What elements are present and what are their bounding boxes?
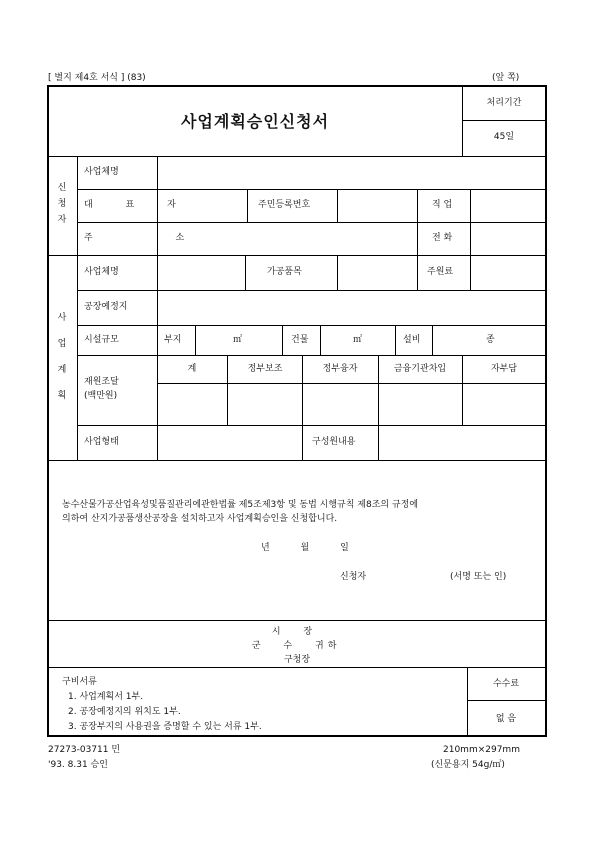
plan-company-label: 사업체명 bbox=[84, 267, 119, 277]
occupation-label: 직 업 bbox=[432, 200, 453, 210]
recipient-suffix: 귀하 bbox=[315, 641, 341, 651]
recipient-county: 군 수 bbox=[251, 641, 303, 651]
members-field[interactable] bbox=[380, 427, 544, 459]
form-number: [ 별지 제4호 서식 ] (83) bbox=[48, 73, 146, 83]
rrn-label: 주민등록번호 bbox=[258, 200, 311, 210]
members-label: 구성원내용 bbox=[312, 437, 356, 447]
signature-note: (서명 또는 인) bbox=[450, 572, 507, 582]
declaration-line-1: 농수산물가공산업육성및품질관리에관한법률 제5조제3항 및 동법 시행규칙 제8조의 규정에 bbox=[62, 500, 419, 510]
paper-type: (신문용지 54g/㎡) bbox=[431, 760, 505, 770]
facility-scale-label: 시설규모 bbox=[84, 335, 119, 345]
fund-col-gov-subsidy: 정부보조 bbox=[247, 364, 283, 374]
representative-label: 대 표 자 bbox=[84, 200, 191, 210]
building-unit: ㎡ bbox=[353, 335, 363, 345]
equipment-label: 설비 bbox=[403, 335, 421, 345]
land-unit: ㎡ bbox=[233, 335, 243, 345]
recipient-mayor: 시 장 bbox=[271, 627, 323, 637]
rrn-field[interactable] bbox=[339, 191, 416, 221]
declaration-applicant: 신청자 bbox=[340, 572, 367, 582]
phone-field[interactable] bbox=[472, 224, 544, 254]
declaration-line-2: 의하여 산지가공품생산공장을 설치하고자 사업계획승인을 신청합니다. bbox=[62, 514, 338, 524]
required-doc-item: 2. 공장예정지의 위치도 1부. bbox=[68, 707, 181, 717]
required-doc-item: 1. 사업계획서 1부. bbox=[68, 692, 144, 702]
fund-col-self: 자부담 bbox=[490, 364, 518, 374]
recipient-ward: 구청장 bbox=[283, 655, 311, 665]
fund-gov-loan-field[interactable] bbox=[304, 385, 377, 424]
applicant-company-field[interactable] bbox=[159, 158, 544, 188]
processing-period-value: 45일 bbox=[493, 132, 515, 142]
equipment-count-field[interactable] bbox=[434, 327, 484, 354]
required-docs-title: 구비서류 bbox=[62, 677, 97, 687]
form-code: 27273-03711 민 bbox=[48, 745, 121, 755]
applicant-section-label: 신청자 bbox=[57, 183, 67, 225]
fund-col-total: 계 bbox=[187, 364, 197, 374]
land-label: 부지 bbox=[164, 335, 182, 345]
fund-total-field[interactable] bbox=[159, 385, 226, 424]
approval-date: '93. 8.31 승인 bbox=[48, 760, 108, 770]
processing-period-label: 처리기간 bbox=[486, 98, 522, 108]
fund-col-gov-loan: 정부융자 bbox=[322, 364, 358, 374]
plan-company-field[interactable] bbox=[159, 257, 244, 289]
funding-unit: (백만원) bbox=[84, 391, 118, 401]
form-title: 사업계획승인신청서 bbox=[180, 112, 330, 131]
fund-gov-subsidy-field[interactable] bbox=[229, 385, 301, 424]
applicant-company-label: 사업체명 bbox=[84, 167, 119, 177]
address-field[interactable] bbox=[159, 224, 416, 254]
fund-col-bank-loan: 금융기관차입 bbox=[393, 364, 447, 374]
factory-site-field[interactable] bbox=[159, 292, 544, 324]
business-type-field[interactable] bbox=[159, 427, 301, 459]
product-label: 가공품목 bbox=[267, 267, 302, 277]
main-material-field[interactable] bbox=[472, 257, 544, 289]
fee-value: 없 음 bbox=[495, 714, 517, 724]
declaration-date: 년 월 일 bbox=[261, 543, 363, 553]
business-type-label: 사업형태 bbox=[84, 437, 119, 447]
land-area-field[interactable] bbox=[197, 327, 231, 354]
funding-label: 재원조달 bbox=[84, 377, 119, 387]
building-label: 건물 bbox=[291, 335, 309, 345]
plan-section-label: 사업계획 bbox=[57, 313, 67, 401]
fund-self-field[interactable] bbox=[464, 385, 544, 424]
paper-size: 210mm×297mm bbox=[443, 745, 520, 755]
fund-bank-loan-field[interactable] bbox=[380, 385, 461, 424]
required-doc-item: 3. 공장부지의 사용권을 증명할 수 있는 서류 1부. bbox=[68, 722, 262, 732]
main-material-label: 주원료 bbox=[427, 267, 454, 277]
product-field[interactable] bbox=[339, 257, 416, 289]
equipment-unit: 종 bbox=[486, 335, 495, 345]
fee-label: 수수료 bbox=[492, 679, 520, 689]
page-side: (앞 쪽) bbox=[492, 73, 520, 83]
address-label: 주 소 bbox=[84, 233, 225, 243]
phone-label: 전 화 bbox=[432, 233, 453, 243]
applicant-signature-field[interactable] bbox=[378, 568, 448, 584]
occupation-field[interactable] bbox=[472, 191, 544, 221]
representative-field[interactable] bbox=[159, 191, 246, 221]
factory-site-label: 공장예정지 bbox=[84, 302, 128, 312]
building-area-field[interactable] bbox=[322, 327, 352, 354]
